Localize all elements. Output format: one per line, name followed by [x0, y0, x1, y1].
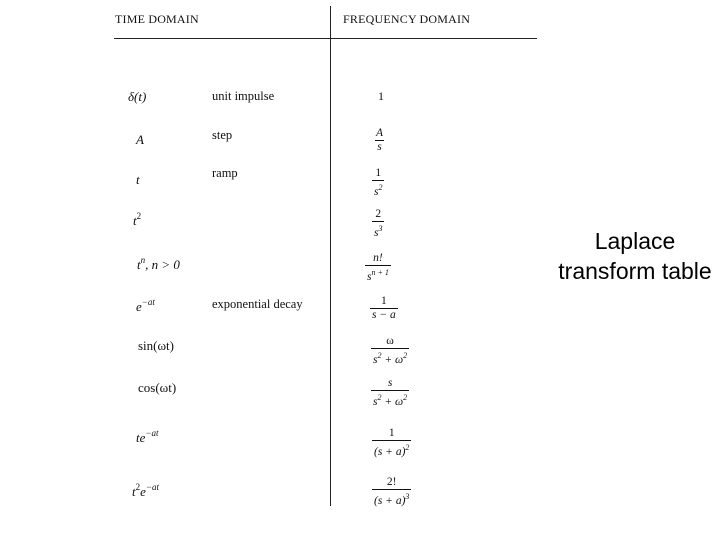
- function-name-step: step: [212, 128, 233, 142]
- transform-t-exponential: $\frac{1}{(s + a)^2}$: [374, 427, 410, 458]
- time-function-t-power-n: $t^n$, n > 0: [137, 255, 180, 272]
- transform-cosine: $\frac{s}{s^2 + \omega^2}$: [373, 377, 408, 408]
- column-divider: [330, 6, 331, 506]
- time-function-t-exponential: $te^{-at}$: [136, 428, 159, 445]
- transform-ramp: $\frac{1}{s^2}$: [374, 167, 383, 198]
- transform-sine: $\frac{\omega}{s^2 + \omega^2}$: [373, 335, 408, 366]
- time-function-impulse: δ(t): [128, 89, 147, 104]
- transform-t-squared-exponential: $\frac{2!}{(s + a)^3}$: [374, 476, 410, 507]
- time-function-ramp: t: [136, 172, 140, 187]
- time-function-exponential: $e^{-at}$: [136, 297, 155, 314]
- transform-t-squared: $\frac{2}{s^3}$: [374, 208, 383, 239]
- function-name-impulse: unit impulse: [212, 89, 275, 103]
- caption-line-2: transform table: [558, 258, 712, 284]
- time-function-t-squared-exponential: $t^2e^{-at}$: [132, 482, 159, 499]
- transform-impulse: 1: [378, 89, 384, 103]
- header-rule: [114, 38, 537, 39]
- function-name-exponential-decay: exponential decay: [212, 297, 303, 311]
- function-name-ramp: ramp: [212, 166, 238, 180]
- time-function-step: A: [136, 132, 144, 147]
- time-function-cosine: cos(ωt): [138, 380, 177, 395]
- transform-step: $\frac{A}{s}$: [376, 127, 384, 153]
- transform-t-power-n: $\frac{n!}{s^{n + 1}}$: [367, 252, 389, 283]
- time-domain-header: TIME DOMAIN: [115, 12, 199, 26]
- time-function-sine: sin(ωt): [138, 338, 174, 353]
- caption-line-1: Laplace: [594, 228, 676, 254]
- transform-exponential: $\frac{1}{s - a}$: [372, 295, 396, 321]
- frequency-domain-header: FREQUENCY DOMAIN: [343, 12, 471, 26]
- slide-caption: [500, 226, 720, 286]
- time-function-t-squared: $t^2$: [133, 211, 142, 228]
